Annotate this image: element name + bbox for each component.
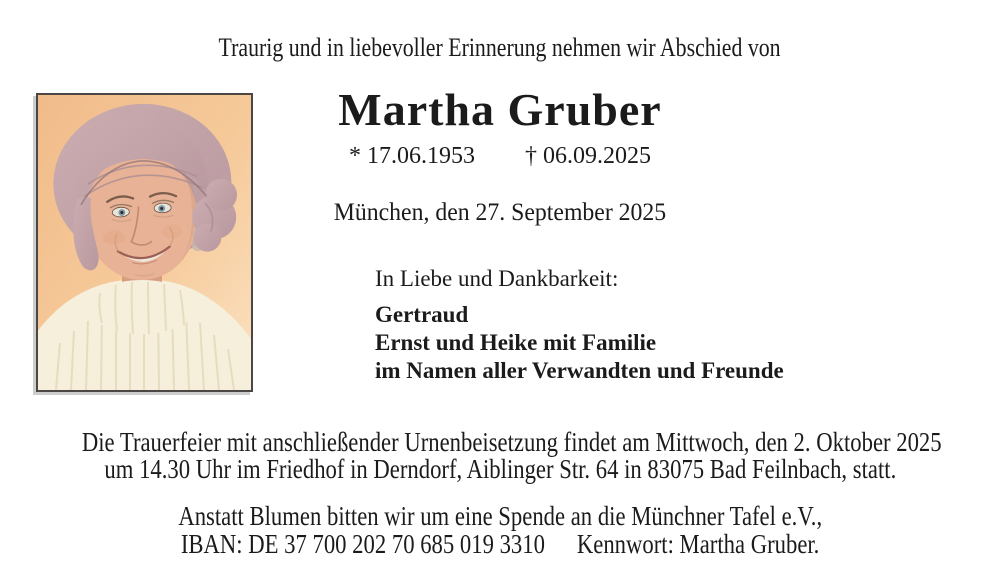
funeral-line-2-wrap [0,456,1000,483]
keyword-line: Kennwort: Martha Gruber. [576,529,820,559]
deceased-name: Martha Gruber [338,84,662,135]
mourner-name: im Namen aller Verwandten und Freunde [375,358,784,383]
funeral-info [0,429,1000,483]
mourner-name: Gertraud [375,302,469,327]
donation-info [0,502,1000,558]
donation-line-wrap [0,502,1000,530]
donation-line: Anstatt Blumen bitten wir um eine Spende an die Münchner Tafel e.V., [178,501,822,531]
collar [88,280,196,334]
mourning-block [375,265,1000,385]
birth-date: * 17.06.1953 [349,143,475,169]
place-date: München, den 27. September 2025 [333,199,667,226]
death-date: † 06.09.2025 [525,143,651,169]
mourner-name: Ernst und Heike mit Familie [375,330,657,355]
intro-line: Traurig und in liebevoller Erinnerung nehmen wir Abschied von [218,33,782,62]
closing-intro: In Liebe und Dankbarkeit: [375,266,619,291]
funeral-line-2: um 14.30 Uhr im Friedhof in Derndorf, Aiblinger Str. 64 in 83075 Bad Feilnbach, statt. [104,454,896,484]
portrait-illustration [38,95,251,390]
intro-line-wrap [0,0,1000,63]
iban-line: IBAN: DE 37 700 202 70 685 019 3310 [180,529,545,559]
portrait-photo [36,93,253,392]
iban-line-wrap [0,530,1000,558]
funeral-line-1-wrap [0,429,1000,456]
funeral-line-1: Die Trauerfeier mit anschließender Urnenbeisetzung findet am Mittwoch, den 2. Oktober 2025 [81,427,942,457]
